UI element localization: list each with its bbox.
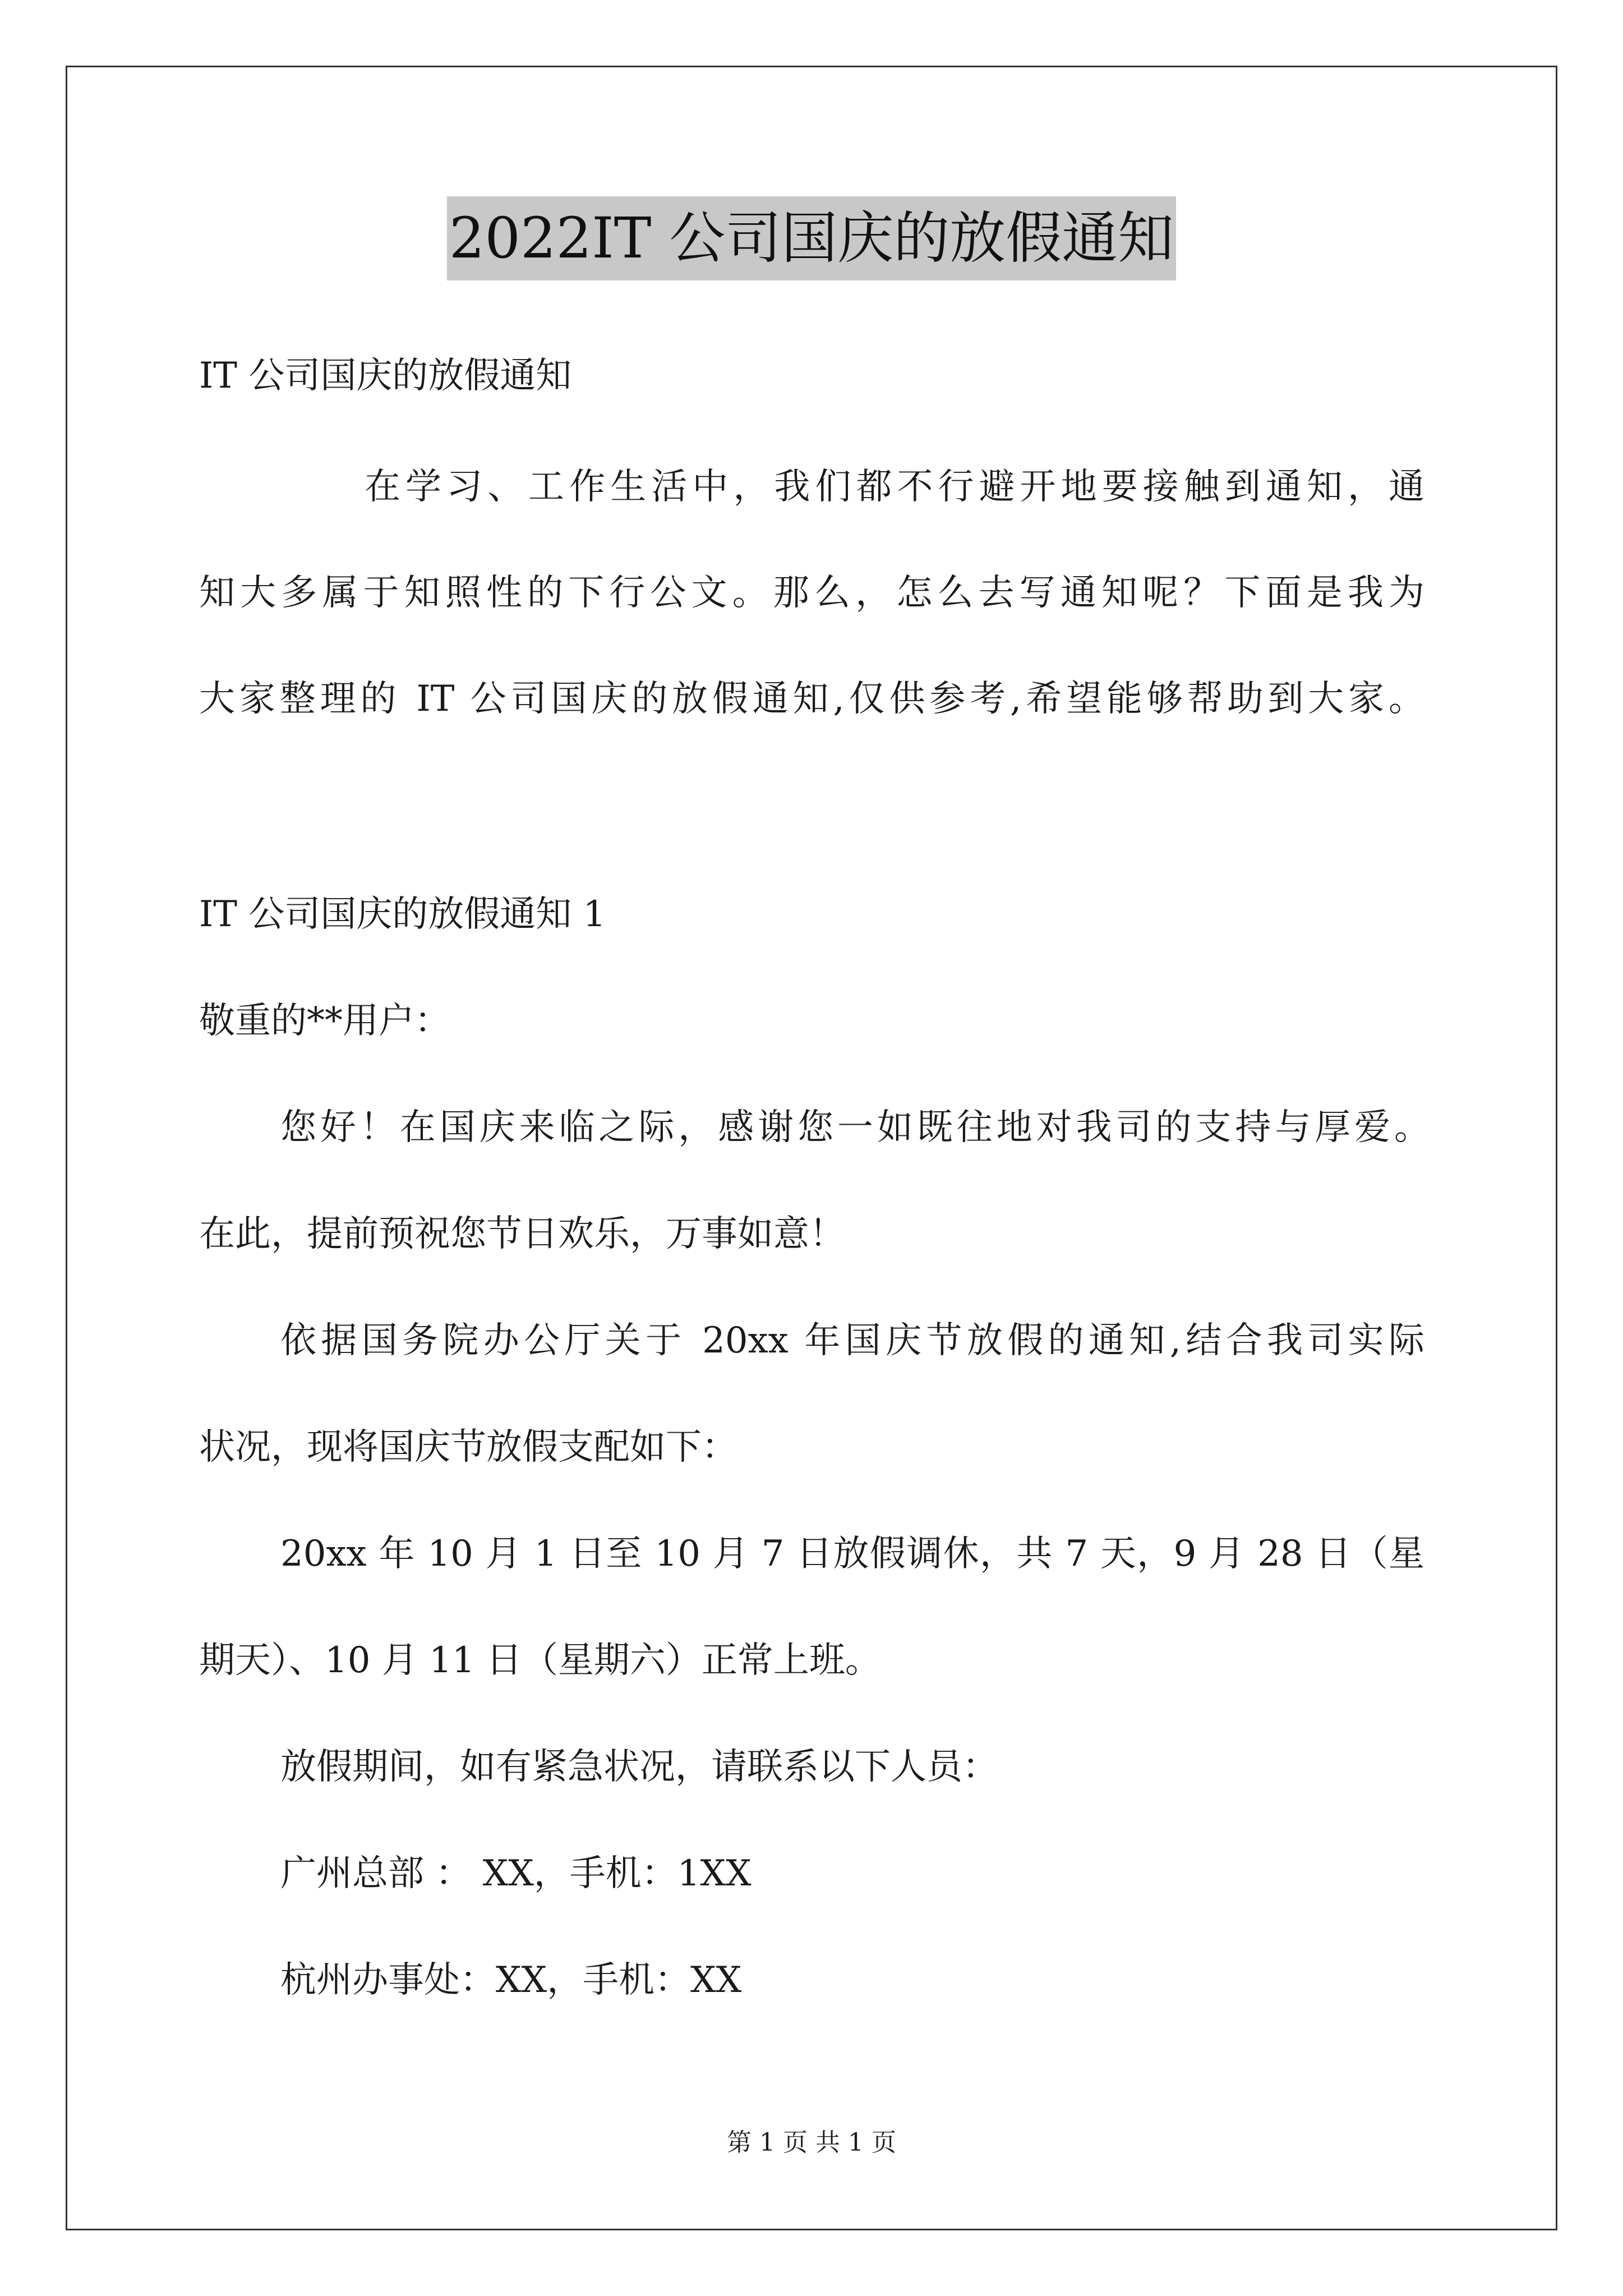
document-title: 2022IT 公司国庆的放假通知 — [447, 196, 1176, 280]
basis-line-2: 状况，现将国庆节放假支配如下： — [199, 1427, 737, 1468]
basis-line-1: 依据国务院办公厅关于 20xx 年国庆节放假的通知,结合我司实际 — [280, 1320, 1424, 1361]
contact-intro: 放假期间，如有紧急状况，请联系以下人员： — [280, 1746, 998, 1788]
contact-hangzhou: 杭州办事处：XX，手机：XX — [280, 1959, 742, 2001]
title-container — [0, 196, 1623, 280]
intro-line-2: 知大多属于知照性的下行公文。那么，怎么去写通知呢？下面是我为 — [199, 572, 1424, 614]
salutation: 敬重的**用户： — [199, 1000, 450, 1042]
intro-line-3: 大家整理的 IT 公司国庆的放假通知,仅供参考,希望能够帮助到大家。 — [199, 678, 1424, 720]
document-subtitle: IT 公司国庆的放假通知 — [199, 355, 572, 397]
section-heading: IT 公司国庆的放假通知 1 — [199, 894, 606, 935]
greeting-line-2: 在此，提前预祝您节日欢乐，万事如意！ — [199, 1213, 845, 1255]
contact-guangzhou: 广州总部 ： XX，手机：1XX — [280, 1853, 751, 1894]
intro-line-1: 在学习、工作生活中，我们都不行避开地要接触到通知，通 — [365, 466, 1424, 508]
schedule-line-1: 20xx 年 10 月 1 日至 10 月 7 日放假调休，共 7 天，9 月 28 日（星 — [280, 1533, 1424, 1575]
greeting-line-1: 您好！在国庆来临之际，感谢您一如既往地对我司的支持与厚爱。 — [280, 1107, 1430, 1148]
page-footer: 第 1 页 共 1 页 — [727, 2128, 896, 2157]
schedule-line-2: 期天）、10 月 11 日（星期六）正常上班。 — [199, 1640, 881, 1681]
